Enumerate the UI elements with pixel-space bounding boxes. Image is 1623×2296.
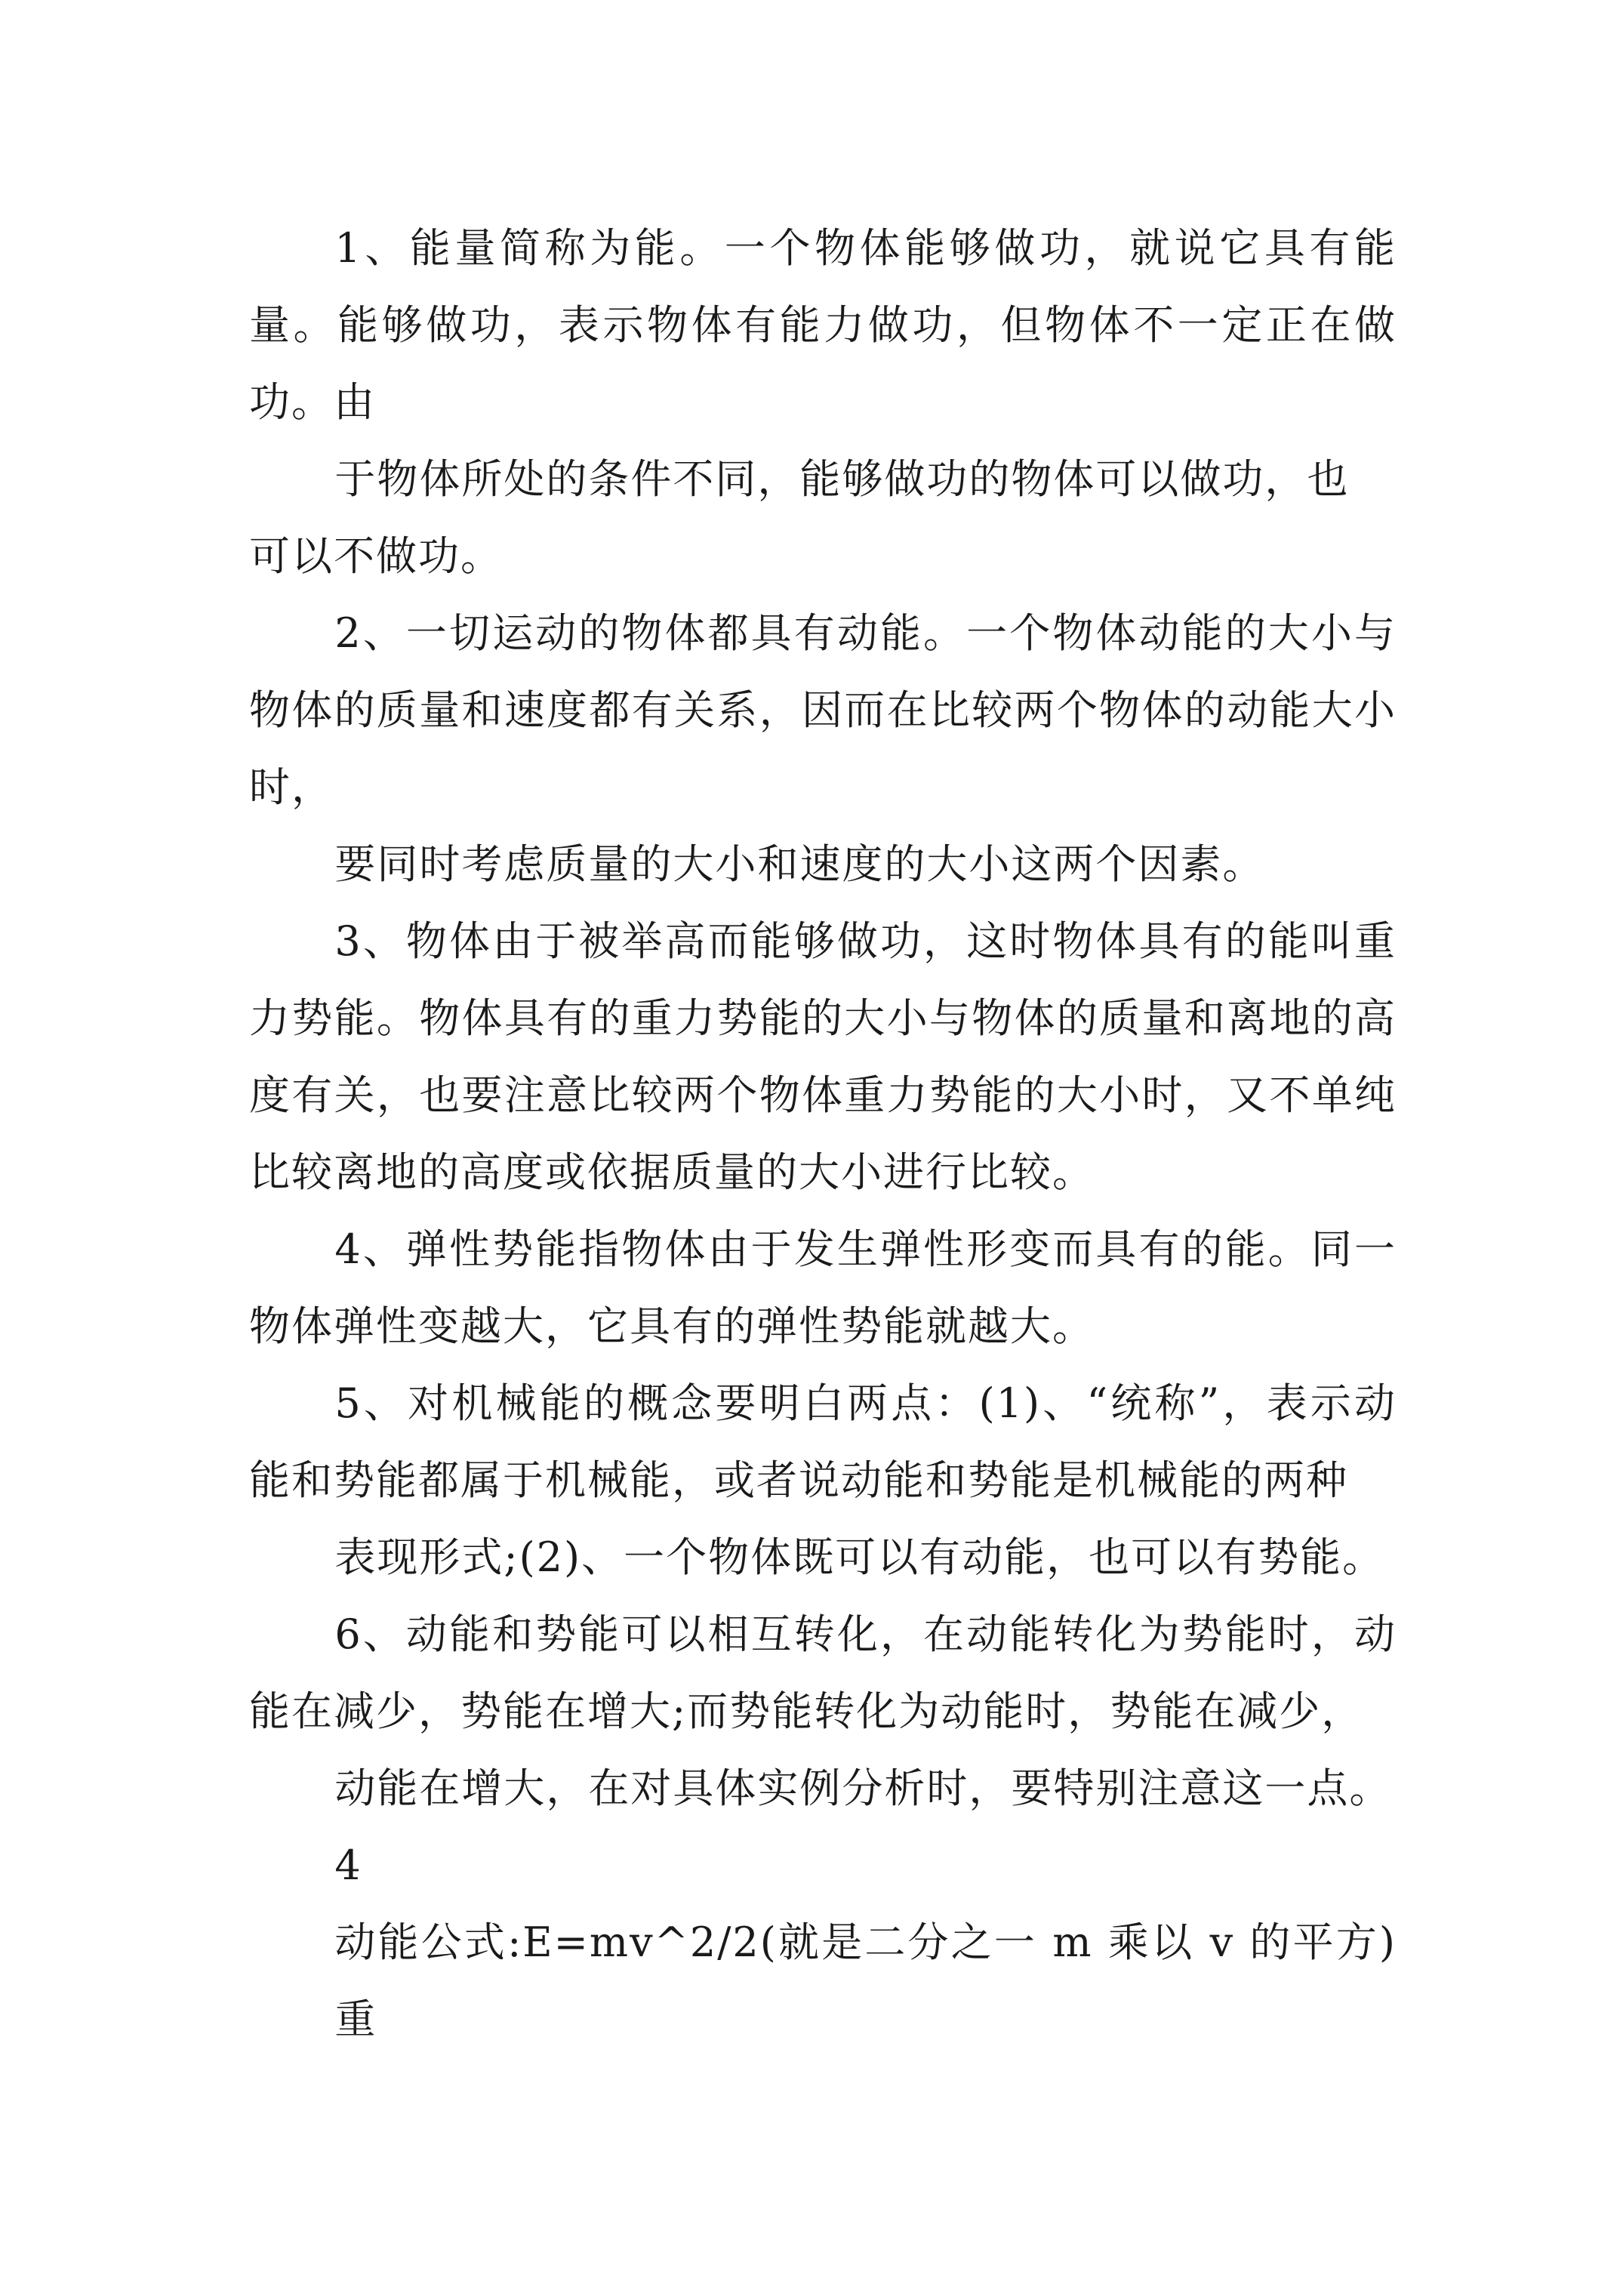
paragraph-5-continued: 表现形式;(2)、一个物体既可以有动能，也可以有势能。 [334,1533,1385,1581]
document-body [249,210,1397,2058]
section-number: 4 [334,1841,362,1889]
paragraph-6: 6、动能和势能可以相互转化，在动能转化为势能时，动能在减少，势能在增大;而势能转化为动能时，势能在减少， [249,1610,1397,1735]
paragraph-3: 3、物体由于被举高而能够做功，这时物体具有的能叫重力势能。物体具有的重力势能的大小与物体的质量和离地的高度有关，也要注意比较两个物体重力势能的大小时，又不单纯比较离地的高度或依据质量的大小进行比较。 [249,917,1397,1196]
paragraph-4: 4、弹性势能指物体由于发生弹性形变而具有的能。同一物体弹性变越大，它具有的弹性势能就越大。 [249,1225,1397,1350]
paragraph-2: 2、一切运动的物体都具有动能。一个物体动能的大小与物体的质量和速度都有关系，因而在比较两个物体的动能大小时， [249,609,1397,811]
paragraph-2-continued: 要同时考虑质量的大小和速度的大小这两个因素。 [334,840,1265,888]
paragraph-1-end: 可以不做功。 [249,532,503,580]
paragraph-5: 5、对机械能的概念要明白两点：(1)、“统称”，表示动能和势能都属于机械能，或者说动能和势能是机械能的两种 [249,1379,1397,1504]
paragraph-6-continued: 动能在增大，在对具体实例分析时，要特别注意这一点。 [334,1764,1392,1812]
paragraph-1: 1、能量简称为能。一个物体能够做功，就说它具有能量。能够做功，表示物体有能力做功，但物体不一定正在做功。由 [249,224,1397,426]
paragraph-1-continued: 于物体所处的条件不同，能够做功的物体可以做功，也 [334,455,1350,503]
kinetic-energy-formula: 动能公式:E=mv^2/2(就是二分之一 m 乘以 v 的平方)重 [334,1918,1397,2043]
